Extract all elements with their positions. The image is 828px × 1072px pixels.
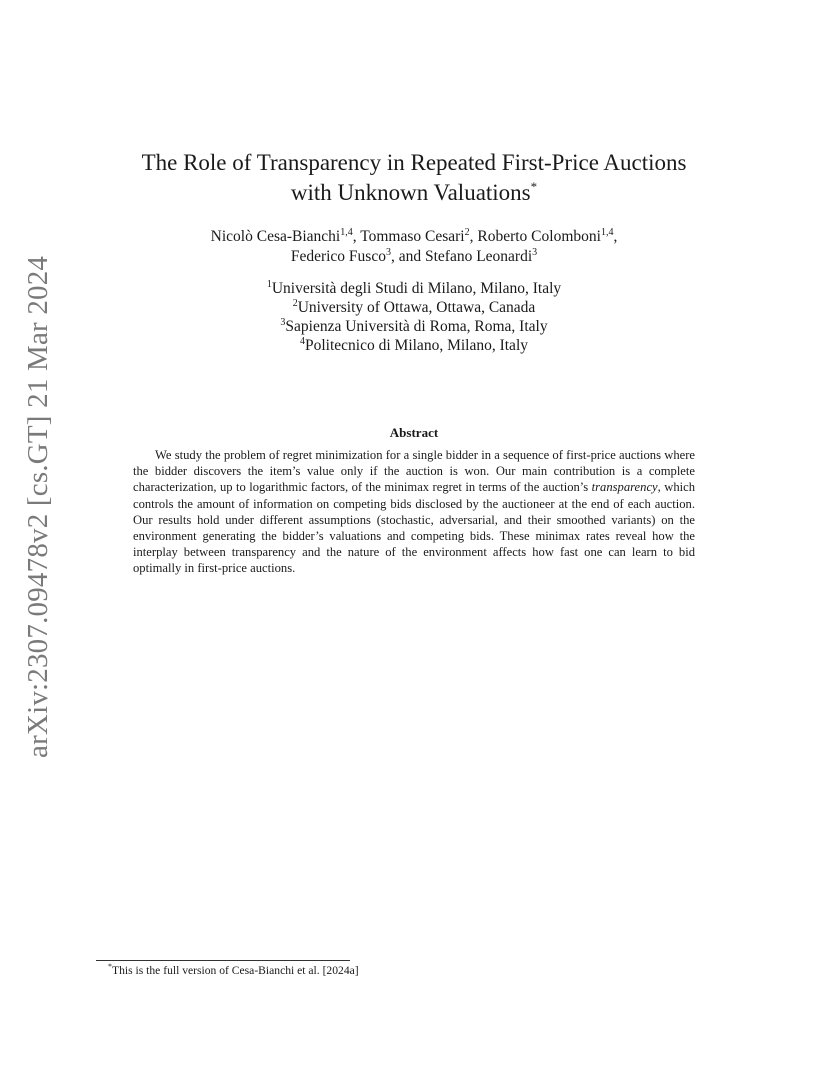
affiliation-number: 3 bbox=[280, 317, 286, 328]
author-affiliation-marker: 3 bbox=[532, 247, 538, 258]
affiliation-item bbox=[0, 336, 828, 355]
abstract-heading: Abstract bbox=[389, 425, 439, 440]
footnote-divider bbox=[96, 960, 350, 961]
abstract-body bbox=[133, 447, 695, 577]
author-name: Tommaso Cesari bbox=[360, 228, 465, 245]
affiliation-number: 1 bbox=[266, 279, 272, 290]
abstract-emphasis: transparency bbox=[591, 480, 658, 495]
title-line-1: The Role of Transparency in Repeated First-Price Auctions bbox=[141, 150, 687, 175]
affiliation-list bbox=[0, 279, 828, 355]
author-affiliation-marker: 3 bbox=[385, 247, 391, 258]
affiliation-item bbox=[0, 298, 828, 317]
author-separator: , and bbox=[390, 248, 425, 265]
arxiv-identifier-stamp: arXiv:2307.09478v2 [cs.GT] 21 Mar 2024 bbox=[22, 255, 54, 758]
author-separator: , bbox=[352, 228, 361, 245]
author-affiliation-marker: 2 bbox=[464, 227, 470, 238]
affiliation-text: Sapienza Università di Roma, Roma, Italy bbox=[285, 318, 548, 335]
footnote-text: This is the full version of Cesa-Bianchi et al. [2024a] bbox=[112, 964, 359, 977]
abstract-text-part-1: We study the problem of regret minimization for a single bidder in a sequence of first-price auctions where the bidder discovers the item’s value only if the auction is won. Our main contribution is a complete characterization, up to logarithmic factors, of the minimax regret in terms of the auction’s bbox=[133, 448, 695, 495]
paper-title bbox=[0, 148, 828, 208]
footnote-marker: * bbox=[108, 962, 112, 971]
title-line-2-text: with Unknown Valuations bbox=[290, 180, 531, 205]
footnote bbox=[108, 964, 359, 977]
affiliation-text: Politecnico di Milano, Milano, Italy bbox=[305, 337, 528, 354]
author-name: Stefano Leonardi bbox=[424, 248, 533, 265]
author-name: Nicolò Cesa-Bianchi bbox=[210, 228, 341, 245]
title-line-2 bbox=[0, 178, 828, 208]
author-name: Roberto Colomboni bbox=[477, 228, 601, 245]
author-affiliation-marker: 1,4 bbox=[340, 227, 353, 238]
affiliation-text: University of Ottawa, Ottawa, Canada bbox=[297, 299, 536, 316]
author-separator: , bbox=[469, 228, 478, 245]
author-line-1 bbox=[0, 227, 828, 247]
author-name: Federico Fusco bbox=[290, 248, 386, 265]
author-line-2 bbox=[0, 247, 828, 267]
abstract-text-part-2: , which controls the amount of information on competing bids disclosed by the auctioneer at the end of each auction. Our results hold under different assumptions (stochastic, adversarial, and their smoothed variants) on the environment generating the bidder’s valuations and competing bids. These minimax rates reveal how the interplay between transparency and the nature of the environment affects how fast one can learn to bid optimally in first-price auctions. bbox=[133, 480, 696, 576]
affiliation-number: 2 bbox=[292, 298, 298, 309]
affiliation-text: Università degli Studi di Milano, Milano, Italy bbox=[271, 280, 562, 297]
author-separator: , bbox=[613, 228, 618, 245]
affiliation-item bbox=[0, 317, 828, 336]
author-affiliation-marker: 1,4 bbox=[600, 227, 614, 238]
affiliation-item bbox=[0, 279, 828, 298]
title-footnote-marker: * bbox=[530, 179, 538, 194]
affiliation-number: 4 bbox=[300, 336, 305, 347]
author-list bbox=[0, 227, 828, 267]
